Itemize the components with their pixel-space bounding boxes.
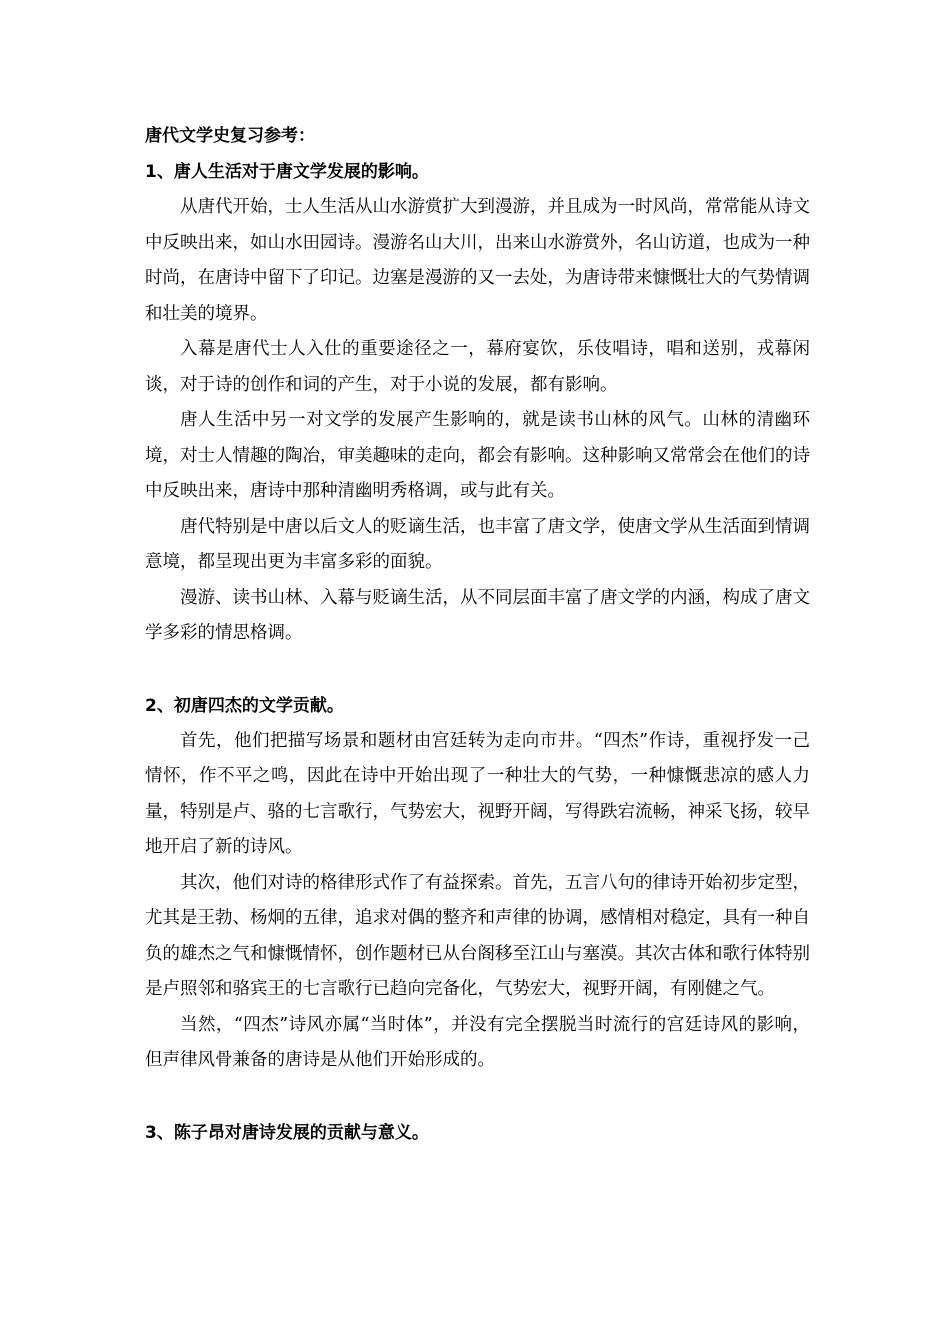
section-3 (145, 1115, 810, 1151)
blank-line (145, 1079, 810, 1115)
section-1 (145, 154, 810, 652)
blank-line (145, 652, 810, 688)
paragraph: 从唐代开始，士人生活从山水游赏扩大到漫游，并且成为一时风尚，常常能从诗文中反映出来，如山水田园诗。漫游名山大川，出来山水游赏外，名山访道，也成为一种时尚，在唐诗中留下了印记。边塞是漫游的又一去处，为唐诗带来慷慨壮大的气势情调和壮美的境界。 (145, 197, 810, 324)
section-heading: 1、唐人生活对于唐文学发展的影响。 (145, 162, 429, 182)
document-title: 唐代文学史复习参考： (145, 126, 315, 146)
paragraph: 首先，他们把描写场景和题材由宫廷转为走向市井。“四杰”作诗，重视抒发一己情怀，作不平之鸣，因此在诗中开始出现了一种壮大的气势，一种慷慨悲凉的感人力量，特别是卢、骆的七言歌行，气势宏大，视野开阔，写得跌宕流畅，神采飞扬，较早地开启了新的诗风。 (145, 730, 810, 857)
paragraph: 漫游、读书山林、入幕与贬谪生活，从不同层面丰富了唐文学的内涵，构成了唐文学多彩的情思格调。 (145, 587, 810, 643)
paragraph: 唐代特别是中唐以后文人的贬谪生活，也丰富了唐文学，使唐文学从生活面到情调意境，都呈现出更为丰富多彩的面貌。 (145, 516, 810, 572)
section-heading: 3、陈子昂对唐诗发展的贡献与意义。 (145, 1122, 429, 1143)
document-page (145, 118, 810, 1151)
paragraph: 其次，他们对诗的格律形式作了有益探索。首先，五言八句的律诗开始初步定型，尤其是王勃、杨炯的五律，追求对偶的整齐和声律的协调，感情相对稳定，具有一种自负的雄杰之气和慷慨情怀，创作题材已从台阁移至江山与塞漠。其次古体和歌行体特别是卢照邻和骆宾王的七言歌行已趋向完备化，气势宏大，视野开阔，有刚健之气。 (145, 872, 810, 999)
paragraph: 当然，“四杰”诗风亦属“当时体”，并没有完全摆脱当时流行的宫廷诗风的影响，但声律风骨兼备的唐诗是从他们开始形成的。 (145, 1014, 810, 1070)
section-2 (145, 688, 810, 1079)
paragraph: 入幕是唐代士人入仕的重要途径之一，幕府宴饮，乐伎唱诗，唱和送别，戎幕闲谈，对于诗的创作和词的产生，对于小说的发展，都有影响。 (145, 339, 810, 395)
paragraph: 唐人生活中另一对文学的发展产生影响的，就是读书山林的风气。山林的清幽环境，对士人情趣的陶冶，审美趣味的走向，都会有影响。这种影响又常常会在他们的诗中反映出来，唐诗中那种清幽明秀格调，或与此有关。 (145, 410, 810, 501)
section-heading: 2、初唐四杰的文学贡献。 (145, 695, 344, 716)
